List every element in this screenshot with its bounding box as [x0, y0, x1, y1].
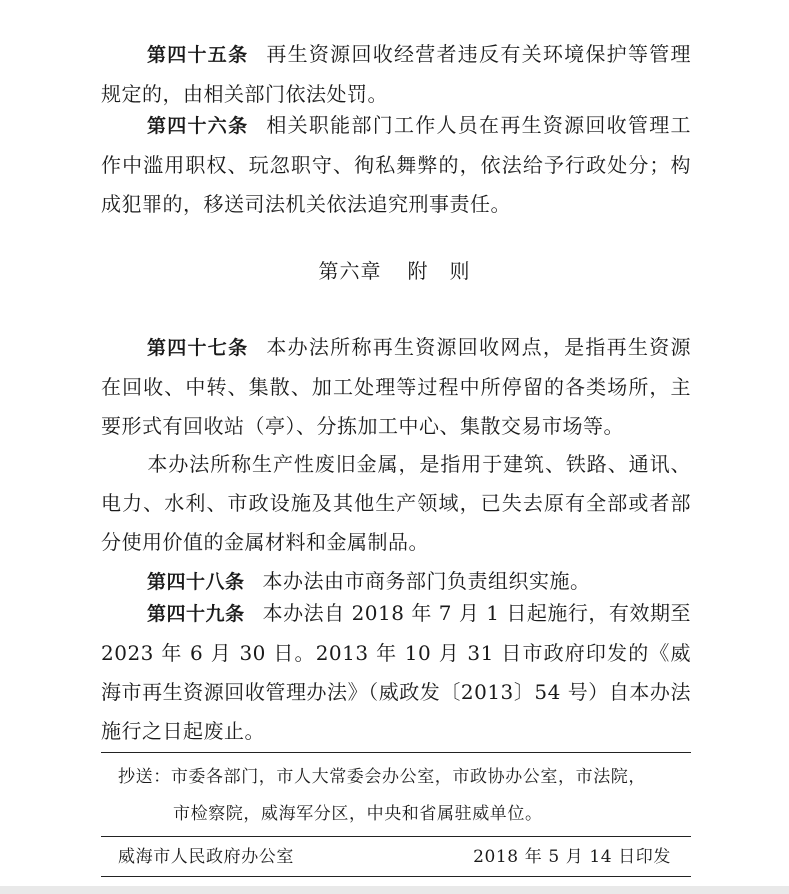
article-45-text: 再生资源回收经营者违反有关环境保护等管理规定的，由相关部门依法处罚。 [101, 42, 691, 106]
article-46-text: 相关职能部门工作人员在再生资源回收管理工作中滥用职权、玩忽职守、徇私舞弊的，依法给予行政处分；构成犯罪的，移送司法机关依法追究刑事责任。 [101, 113, 691, 216]
article-46-number: 第四十六条 [147, 115, 249, 137]
article-47 [101, 328, 691, 446]
cc-recipients-2: 市检察院，威海军分区，中央和省属驻威单位。 [173, 804, 543, 824]
article-49 [101, 594, 691, 751]
issuer: 威海市人民政府办公室 [118, 847, 294, 867]
article-45-number: 第四十五条 [147, 44, 249, 66]
article-47-text: 本办法所称再生资源回收网点，是指再生资源在回收、中转、集散、加工处理等过程中所停留的各类场所，主要形式有回收站（亭）、分拣加工中心、集散交易市场等。 [101, 335, 691, 438]
article-48-text: 本办法由市商务部门负责组织实施。 [262, 569, 591, 593]
cc-line-1 [118, 764, 646, 790]
footer-middle-rule [101, 836, 691, 837]
article-47-paragraph-2-text: 本办法所称生产性废旧金属，是指用于建筑、铁路、通讯、电力、水利、市政设施及其他生产领域，已失去原有全部或者部分使用价值的金属材料和金属制品。 [101, 452, 691, 554]
cc-recipients-1: 市委各部门，市人大常委会办公室，市政协办公室，市法院， [170, 767, 647, 787]
chapter-heading [0, 256, 789, 286]
article-47-paragraph-2 [101, 445, 691, 562]
article-49-number: 第四十九条 [147, 603, 245, 625]
article-49-text: 本办法自 2018 年 7 月 1 日起施行，有效期至 2023 年 6 月 30 日。2013 年 10 月 31 日市政府印发的《威海市再生资源回收管理办法》（威政发〔2013〕54 号）自本办法施行之日起废止。 [101, 601, 691, 743]
chapter-title: 附 则 [407, 259, 471, 283]
issue-date: 2018 年 5 月 14 日印发 [473, 847, 671, 867]
article-48-number: 第四十八条 [147, 571, 245, 593]
article-46 [101, 106, 691, 224]
footer-top-rule [101, 752, 691, 753]
cc-line-2 [173, 801, 543, 827]
article-45 [101, 35, 691, 114]
article-47-number: 第四十七条 [147, 337, 249, 359]
footer-bottom-rule [101, 876, 691, 877]
cc-label: 抄送： [118, 767, 171, 787]
page-bottom-edge [0, 886, 789, 894]
chapter-number: 第六章 [318, 259, 382, 283]
